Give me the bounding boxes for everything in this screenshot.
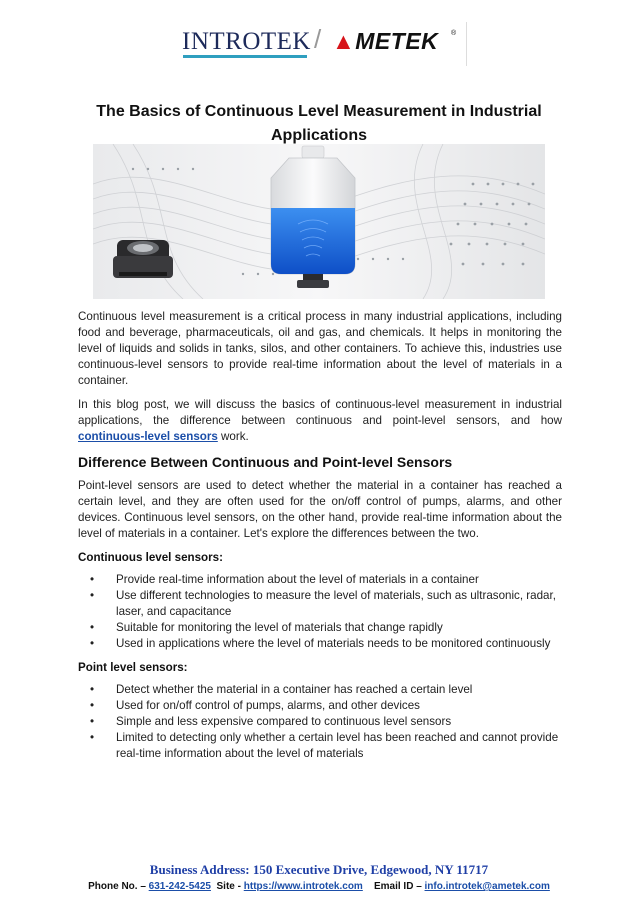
list-item-text: Limited to detecting only whether a certain level has been reached and cannot provide real-time information about the level of materials bbox=[116, 731, 559, 760]
introtek-logo: INTROTEK bbox=[182, 28, 311, 55]
bullet-icon: • bbox=[90, 699, 95, 712]
list-item bbox=[78, 572, 562, 588]
section-heading: Difference Between Continuous and Point-level Sensors bbox=[78, 454, 453, 470]
bullet-icon: • bbox=[90, 637, 95, 650]
point-sensors-heading: Point level sensors: bbox=[78, 661, 188, 674]
bullet-icon: • bbox=[90, 589, 95, 602]
list-item bbox=[78, 714, 562, 730]
point-sensors-list bbox=[78, 682, 562, 762]
list-item bbox=[78, 588, 562, 620]
intro-paragraph-2-text: In this blog post, we will discuss the basics of continuous-level measurement in industrial applications, the difference between continuous and point-level sensors, and how bbox=[78, 398, 562, 427]
site-link[interactable]: https://www.introtek.com bbox=[243, 881, 363, 892]
list-item-text: Provide real-time information about the level of materials in a container bbox=[116, 573, 479, 586]
introtek-logo-underline bbox=[183, 55, 307, 58]
phone-link[interactable]: 631-242-5425 bbox=[148, 881, 211, 892]
bottle-image bbox=[271, 146, 355, 288]
bullet-icon: • bbox=[90, 715, 95, 728]
ametek-logo-text: METEK bbox=[355, 28, 439, 54]
intro-paragraph-2 bbox=[78, 397, 562, 445]
article-body bbox=[78, 309, 562, 770]
email-link[interactable]: info.introtek@ametek.com bbox=[424, 881, 550, 892]
bullet-icon: • bbox=[90, 621, 95, 634]
registered-mark: ® bbox=[451, 30, 457, 37]
header-logos bbox=[0, 22, 638, 66]
list-item-text: Used for on/off control of pumps, alarms, and other devices bbox=[116, 699, 420, 712]
list-item-text: Simple and less expensive compared to continuous level sensors bbox=[116, 715, 452, 728]
logo-divider bbox=[466, 22, 467, 66]
email-label: Email ID – bbox=[373, 881, 425, 892]
bullet-icon: • bbox=[90, 683, 95, 696]
footer-address: Business Address: 150 Executive Drive, Edgewood, NY 11717 bbox=[149, 862, 489, 877]
list-item bbox=[78, 620, 562, 636]
intro-paragraph-1: Continuous level measurement is a critical process in many industrial applications, including food and beverage, pharmaceuticals, oil and gas, and chemicals. It helps in monitoring the level of liquids and solids in tanks, silos, and other containers. To achieve this, industries use continuous-level sensors to provide real-time information about the level of materials in a container. bbox=[78, 310, 562, 387]
intro-paragraph-2-end: work. bbox=[217, 430, 249, 443]
page-title: The Basics of Continuous Level Measurement in Industrial Applications bbox=[96, 103, 542, 144]
logo-separator: / bbox=[314, 24, 322, 54]
list-item bbox=[78, 636, 562, 652]
list-item-text: Use different technologies to measure the level of materials, such as ultrasonic, radar, laser, and capacitance bbox=[116, 589, 556, 618]
hero-image bbox=[93, 144, 545, 299]
continuous-level-sensors-link[interactable]: continuous-level sensors bbox=[78, 430, 218, 443]
continuous-sensors-list bbox=[78, 572, 562, 652]
list-item-text: Suitable for monitoring the level of materials that change rapidly bbox=[116, 621, 443, 634]
bullet-icon: • bbox=[90, 573, 95, 586]
footer-contact bbox=[0, 881, 638, 892]
list-item bbox=[78, 698, 562, 714]
list-item bbox=[78, 730, 562, 762]
bullet-icon: • bbox=[90, 731, 95, 744]
sensor-device-image bbox=[113, 240, 173, 278]
section-paragraph: Point-level sensors are used to detect whether the material in a container has reached a certain level, and they are often used for the on/off control of pumps, alarms, and other devices. Continuous level sensors, on the other hand, provide real-time information about the level of materials in a container. Let's explore the differences between the two. bbox=[78, 479, 562, 540]
list-item-text: Detect whether the material in a container has reached a certain level bbox=[116, 683, 473, 696]
ametek-logo-mark: ▲ bbox=[332, 28, 356, 54]
phone-label: Phone No. – bbox=[88, 881, 149, 892]
site-label: Site - bbox=[216, 881, 244, 892]
continuous-sensors-heading: Continuous level sensors: bbox=[78, 551, 223, 564]
list-item bbox=[78, 682, 562, 698]
ametek-logo bbox=[332, 28, 438, 55]
list-item-text: Used in applications where the level of materials needs to be monitored continuously bbox=[116, 637, 551, 650]
